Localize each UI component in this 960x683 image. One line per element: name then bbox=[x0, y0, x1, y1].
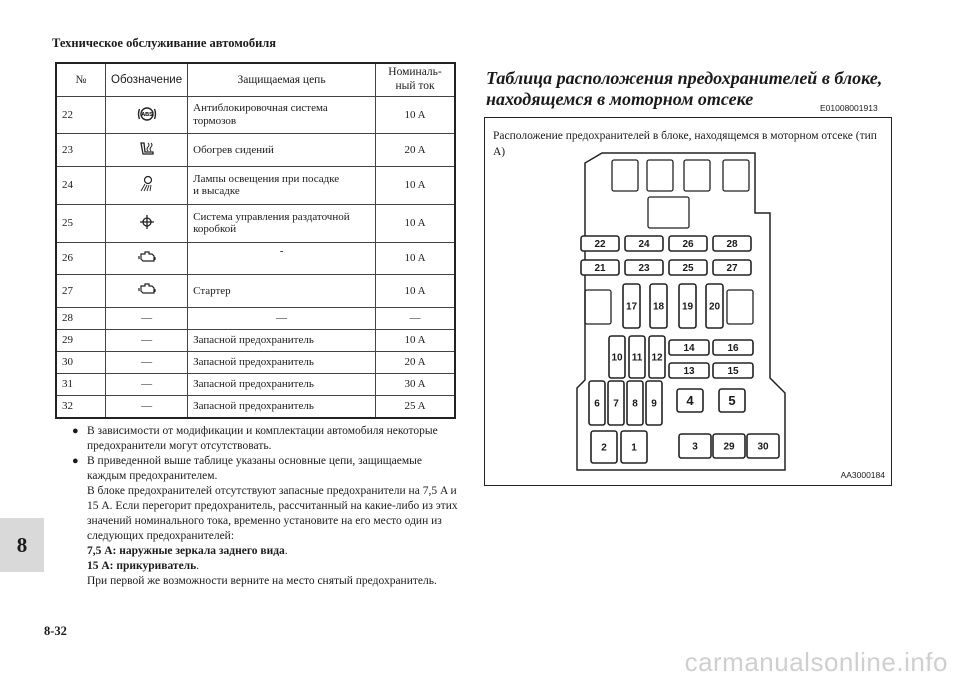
watermark: carmanualsonline.info bbox=[684, 647, 948, 677]
relay-slot bbox=[684, 160, 710, 191]
running-header: Техническое обслуживание автомобиля bbox=[52, 36, 277, 50]
fuse-box-figure bbox=[484, 117, 892, 486]
table-row bbox=[56, 166, 455, 204]
col-symbol: Обозначение bbox=[106, 63, 188, 96]
fuse-label: 6 bbox=[594, 398, 600, 410]
fuse-label: 16 bbox=[727, 343, 739, 355]
cell-circuit: Антиблокировочная система тормозов bbox=[188, 96, 376, 134]
fuse-label: 24 bbox=[638, 239, 650, 251]
cell-number: 28 bbox=[56, 307, 106, 329]
cell-amperage: 10 A bbox=[376, 166, 456, 204]
fuse-label: 11 bbox=[631, 352, 643, 364]
fuse-label: 3 bbox=[692, 441, 698, 453]
fuse-label: 2 bbox=[601, 442, 607, 454]
fuse-box-diagram bbox=[485, 118, 891, 485]
section-title: Таблица расположения предохранителей в блоке, находящемся в моторном отсеке bbox=[486, 68, 883, 109]
table-header-row bbox=[56, 63, 455, 96]
symbol-dash: — bbox=[141, 378, 153, 391]
fuse-label: 23 bbox=[638, 263, 650, 275]
cell-amperage: 25 A bbox=[376, 395, 456, 418]
cell-symbol bbox=[106, 395, 188, 418]
fuse-label: 9 bbox=[651, 398, 657, 410]
cell-number: 25 bbox=[56, 204, 106, 242]
symbol-dash: — bbox=[141, 400, 153, 413]
cell-circuit: - bbox=[188, 242, 376, 274]
fuse-label: 14 bbox=[683, 343, 695, 355]
note-text: В зависимости от модификации и комплектации автомобиля некоторые предохранители могут отсутствовать. bbox=[87, 425, 438, 452]
symbol-dash: — bbox=[141, 334, 153, 347]
cell-symbol bbox=[106, 166, 188, 204]
engine-icon bbox=[136, 280, 158, 301]
fuse-label: 4 bbox=[686, 393, 694, 409]
cell-symbol bbox=[106, 96, 188, 134]
cell-number: 30 bbox=[56, 351, 106, 373]
figure-caption: Расположение предохранителей в блоке, находящемся в моторном отсеке (тип A) bbox=[493, 130, 877, 158]
fuse-label: 13 bbox=[683, 366, 695, 378]
engine-icon bbox=[136, 248, 158, 269]
table-row bbox=[56, 204, 455, 242]
cell-symbol bbox=[106, 275, 188, 307]
transfer-case-icon bbox=[136, 213, 158, 234]
fuse-label: 17 bbox=[625, 301, 638, 313]
fuse-label: 1 bbox=[631, 442, 637, 454]
cell-circuit: Запасной предохранитель bbox=[188, 351, 376, 373]
courtesy-lamp-icon bbox=[136, 175, 158, 196]
table-row bbox=[56, 134, 455, 166]
table-row bbox=[56, 275, 455, 307]
relay-slot bbox=[648, 197, 689, 228]
relay-slot bbox=[585, 290, 611, 324]
cell-number: 31 bbox=[56, 373, 106, 395]
bullet-icon: ● bbox=[72, 425, 79, 437]
fuse-label: 26 bbox=[682, 239, 694, 251]
table-row bbox=[56, 307, 455, 329]
cell-number: 22 bbox=[56, 96, 106, 134]
cell-amperage: 10 A bbox=[376, 204, 456, 242]
table-row bbox=[56, 373, 455, 395]
cell-symbol bbox=[106, 134, 188, 166]
cell-circuit: Запасной предохранитель bbox=[188, 395, 376, 418]
fuse-label: 18 bbox=[652, 301, 665, 313]
cell-circuit: Запасной предохранитель bbox=[188, 373, 376, 395]
cell-amperage: 10 A bbox=[376, 96, 456, 134]
note-text: В приведенной выше таблице указаны основные цепи, защищаемые каждым предохранителем. bbox=[87, 455, 422, 482]
table-row bbox=[56, 395, 455, 418]
table-row bbox=[56, 242, 455, 274]
fuse-label: 21 bbox=[594, 263, 606, 275]
cell-symbol bbox=[106, 373, 188, 395]
note-item: ● В приведенной выше таблице указаны основные цепи, защищаемые каждым предохранителем. В блоке предохранителей отсутствуют запасные предохранители на 7,5 A и 15 A. Если перегорит предохранитель, рассчитанный на какие-либо из этих значений номинального тока, временно установите на его место один из следующих предохранителей: 7,5 A: наружные зеркала заднего вида. 15 A: прикуриватель. При первой же возможности верните на место снятый предохранитель. bbox=[72, 455, 458, 587]
cell-amperage: — bbox=[376, 307, 456, 329]
notes bbox=[72, 424, 460, 589]
bullet-icon: ● bbox=[72, 455, 79, 467]
fuse-label: 28 bbox=[726, 239, 738, 251]
table-row bbox=[56, 96, 455, 134]
cell-symbol bbox=[106, 329, 188, 351]
col-amperage: Номиналь- ный ток bbox=[376, 63, 456, 96]
cell-circuit: Запасной предохранитель bbox=[188, 329, 376, 351]
note-text: В блоке предохранителей отсутствуют запасные предохранители на 7,5 A и 15 A. Если перегорит предохранитель, рассчитанный на какие-либо из этих значений номинального тока, временно установите на его место один из следующих предохранителей: bbox=[87, 485, 458, 542]
cell-symbol bbox=[106, 204, 188, 242]
fuse-label: 7 bbox=[613, 398, 619, 410]
abs-icon bbox=[136, 105, 158, 126]
cell-symbol bbox=[106, 307, 188, 329]
chapter-tab: 8 bbox=[0, 518, 44, 572]
relay-slot bbox=[612, 160, 638, 191]
figure-code: AA3000184 bbox=[840, 470, 885, 480]
relay-slot bbox=[647, 160, 673, 191]
cell-circuit: Система управления раздаточной коробкой bbox=[188, 204, 376, 242]
symbol-dash: — bbox=[141, 312, 153, 325]
cell-number: 29 bbox=[56, 329, 106, 351]
note-text: При первой же возможности верните на место снятый предохранитель. bbox=[87, 575, 437, 587]
cell-number: 27 bbox=[56, 275, 106, 307]
cell-number: 23 bbox=[56, 134, 106, 166]
table-row bbox=[56, 329, 455, 351]
note-text: 15 A: прикуриватель bbox=[87, 560, 197, 572]
relay-slot bbox=[727, 290, 753, 324]
fuse-label: 15 bbox=[727, 366, 739, 378]
note-item bbox=[72, 424, 460, 454]
cell-circuit: Лампы освещения при посадке и высадке bbox=[188, 166, 376, 204]
cell-number: 24 bbox=[56, 166, 106, 204]
cell-circuit: Стартер bbox=[188, 275, 376, 307]
col-circuit: Защищаемая цепь bbox=[188, 63, 376, 96]
fuse-label: 19 bbox=[681, 301, 694, 313]
page-number: 8-32 bbox=[44, 624, 67, 638]
cell-symbol bbox=[106, 242, 188, 274]
cell-amperage: 10 A bbox=[376, 275, 456, 307]
cell-amperage: 10 A bbox=[376, 329, 456, 351]
cell-amperage: 10 A bbox=[376, 242, 456, 274]
fuse-label: 12 bbox=[651, 352, 663, 364]
fuse-label: 27 bbox=[726, 263, 738, 275]
fuse-label: 10 bbox=[611, 352, 623, 364]
fuse-label: 22 bbox=[594, 239, 606, 251]
cell-number: 26 bbox=[56, 242, 106, 274]
cell-amperage: 30 A bbox=[376, 373, 456, 395]
fuse-label: 29 bbox=[723, 441, 735, 453]
relay-slot bbox=[723, 160, 749, 191]
cell-circuit: Обогрев сидений bbox=[188, 134, 376, 166]
fuse-label: 8 bbox=[632, 398, 638, 410]
cell-number: 32 bbox=[56, 395, 106, 418]
col-number: № bbox=[56, 63, 106, 96]
fuse-label: 20 bbox=[708, 301, 721, 313]
fuse-label: 30 bbox=[757, 441, 769, 453]
cell-symbol bbox=[106, 351, 188, 373]
fuse-label: 25 bbox=[682, 263, 694, 275]
fuse-table bbox=[55, 62, 456, 419]
seat-heater-icon bbox=[136, 140, 158, 161]
cell-amperage: 20 A bbox=[376, 351, 456, 373]
symbol-dash: — bbox=[141, 356, 153, 369]
svg-text:ABS: ABS bbox=[140, 111, 153, 118]
cell-circuit: — bbox=[188, 307, 376, 329]
section-code: E01008001913 bbox=[820, 103, 878, 113]
table-row bbox=[56, 351, 455, 373]
cell-amperage: 20 A bbox=[376, 134, 456, 166]
fuse-label: 5 bbox=[728, 393, 736, 409]
note-text: 7,5 A: наружные зеркала заднего вида bbox=[87, 545, 285, 557]
